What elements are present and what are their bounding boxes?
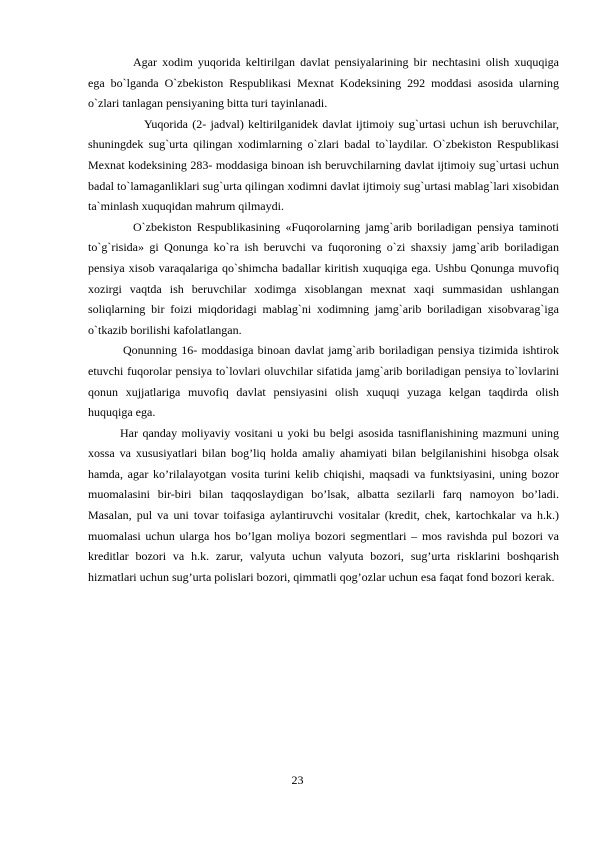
paragraph-funded-pension-law: O`zbekiston Respublikasining «Fuqorolarning jamg`arib boriladigan pensiya taminoti to`g`risida» gi Qonunga ko`ra ish beruvchi va fuqoroning o`zi shaxsiy jamg`arib boriladigan pensiya xisob varaqalariga qo`shimcha badallar kiritish xuquqiga ega. Ushbu Qonunga muvofiq xozirgi vaqtda ish beruvchilar xodimga xisoblangan mexnat xaqi summasidan ushlangan soliqlarning bir foizi miqdoridagi mablag`ni xodimning jamg`arib boriladigan xisobvarag`iga o`tkazib borilishi kafolatlangan.: [88, 219, 559, 337]
paragraph-article-16: Qonunning 16- moddasiga binoan davlat jamg`arib boriladigan pensiya tizimida ishtirok etuvchi fuqorolar pensiya to`lovlari oluvchilar sifatida jamg`arib boriladigan pensiya to`lovlarini qonun xujjatlariga muvofiq davlat pensiyasini olish xuquqi yuzaga kelgan taqdirda olish huquqiga ega.: [88, 343, 559, 420]
paragraph-pension-choice: Agar xodim yuqorida keltirilgan davlat pensiyalarining bir nechtasini olish xuquqiga ega bo`lganda O`zbekiston Respublikasi Mexnat Kodeksining 292 moddasi asosida ularning o`zlari tanlagan pensiyaning bitta turi tayinlanadi.: [88, 55, 559, 111]
paragraph-financial-instruments: Har qanday moliyaviy vositani u yoki bu belgi asosida tasniflanishining mazmuni uning xossa va xususiyatlari bilan bog’liq holda amaliy ahamiyati bilan belgilanishini hisobga olsak hamda, agar ko’rilalayotgan vosita turini kelib chiqishi, maqsadi va funktsiyasini, uning bozor muomalasini bir-biri bilan taqqoslaydigan bo’lsak, albatta sezilarli farq namoyon bo’ladi. Masalan, pul va uni tovar toifasiga aylantiruvchi vositalar (kredit, chek, kartochkalar va h.k.) muomalasi uchun ularga hos bo’lgan moliya bozori segmentlari – mos ravishda pul bozori va kreditlar bozori va h.k. zarur, valyuta uchun valyuta bozori, sug’urta risklarini boshqarish hizmatlari uchun sug’urta polislari bozori, qimmatli qog’ozlar uchun esa faqat fond bozori kerak.: [88, 425, 559, 584]
page-number: 23: [291, 773, 304, 787]
document-body: [88, 52, 559, 587]
paragraph-social-insurance-contributions: Yuqorida (2- jadval) keltirilganidek davlat ijtimoiy sug`urtasi uchun ish beruvchilar, shuningdek sug`urta qilingan xodimlarning o`zlari badal to`laydilar. O`zbekiston Respublikasi Mexnat kodeksining 283- moddasiga binoan ish beruvchilarning davlat ijtimoiy sug`urtasi uchun badal to`lamaganliklari sug`urta qilingan xodimni davlat ijtimoiy sug`urtasi mablag`lari xisobidan ta`minlash xuquqidan mahrum qilmaydi.: [88, 116, 559, 214]
